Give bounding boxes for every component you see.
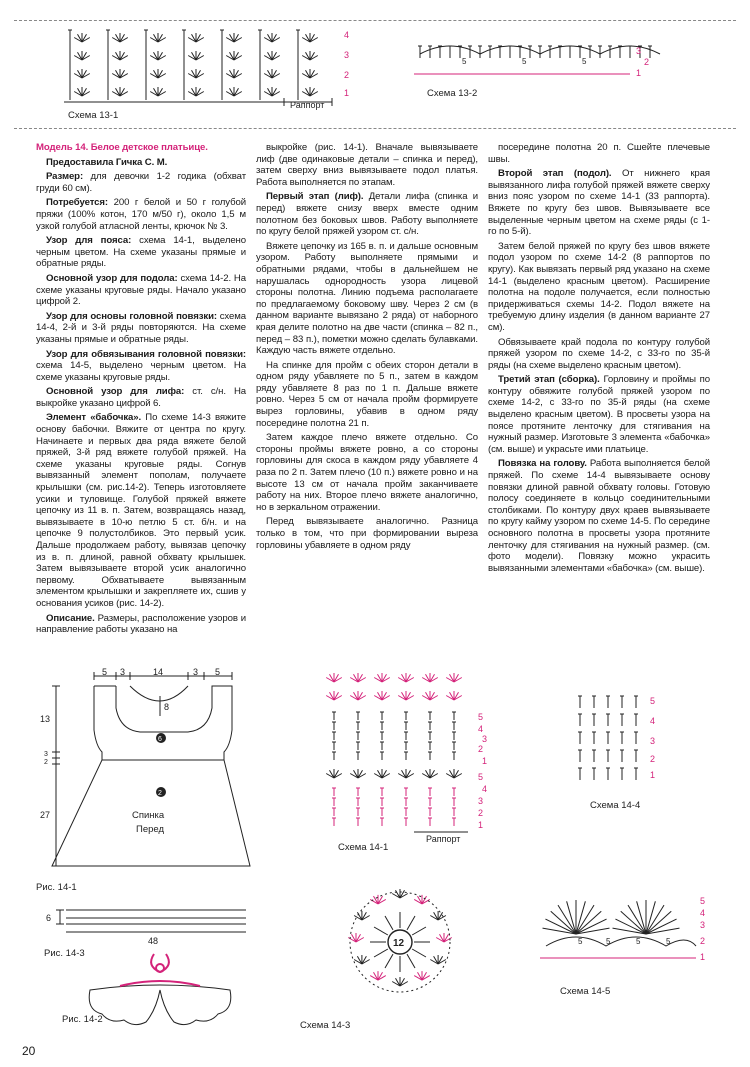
dim-inner: 8 — [164, 702, 170, 712]
scheme-14-1-row-4a: 4 — [478, 724, 484, 734]
paragraph: Узор для основы головной повязки: схема 14-4, 2-й и 3-й ряды повторяются. На схеме указаны прямые и обратные ряды. — [36, 310, 246, 345]
scheme-13-1-diagram — [58, 26, 358, 116]
scheme-14-5-count-1: 5 — [578, 937, 583, 946]
pattern-14-2-caption: Рис. 14-2 — [62, 1014, 103, 1025]
scheme-14-1-row-2a: 2 — [478, 744, 484, 754]
scheme-13-1-caption: Схема 13-1 — [68, 110, 119, 121]
scheme-14-4-row-2: 2 — [650, 754, 656, 764]
scheme-14-4-row-1: 1 — [650, 770, 656, 780]
scheme-13-2-row-2: 2 — [644, 57, 650, 67]
column-3-paragraphs — [488, 142, 710, 574]
dim-side-3: 2 — [44, 759, 48, 766]
dim-top-5: 5 — [215, 667, 221, 677]
scheme-14-1-row-4b: 4 — [482, 784, 488, 794]
scheme-14-4-row-5: 5 — [650, 696, 656, 706]
scheme-13-2-caption: Схема 13-2 — [427, 88, 478, 99]
paragraph: Второй этап (подол). От нижнего края вывязанного лифа голубой пряжей вяжете сверху вниз пояс узором по схеме 14-1 (33 раппорта). Вяжете по кругу без швов. Вывязываете все выделенные черным цветом на схеме ряды (с 1-го по 5-й). — [488, 168, 710, 238]
paragraph: Описание. Размеры, расположение узоров и направление работы указано на — [36, 612, 246, 636]
dim-top-2: 3 — [120, 667, 126, 677]
scheme-13-2-diagram — [410, 34, 670, 84]
paragraph: Основной узор для лифа: ст. с/н. На выкройке указано цифрой 6. — [36, 386, 247, 409]
scheme-14-3-caption: Схема 14-3 — [300, 1020, 351, 1031]
scheme-14-1-row-3a: 3 — [482, 734, 488, 744]
paragraph: выкройке (рис. 14-1). Вначале вывязываете лиф (две одинаковые детали – спинка и перед), затем сверху вниз вывязываете подол платья. Работа выполняется по этапам. — [256, 142, 478, 188]
paragraph: Третий этап (сборка). Горловину и проймы по контуру обвяжите голубой пряжей узором по схеме 14-2, с 33-го по 35-й ряды (на схеме выделено красным цветом). В просветы узора на поясе протяните ленточку для стягивания на нужный размер. Изготовьте 3 элемента «бабочка» (см. выше) и украсьте ими платьице. — [488, 374, 710, 455]
pattern-14-3-diagram — [36, 904, 256, 948]
scheme-14-1-row-3b: 3 — [478, 796, 484, 806]
column-2-paragraphs — [256, 142, 478, 551]
pattern-14-1-caption: Рис. 14-1 — [36, 882, 77, 893]
label-front: Перед — [136, 824, 165, 835]
scheme-13-2-row-1: 1 — [636, 68, 642, 78]
text-column-2 — [256, 142, 478, 554]
scheme-14-1-row-1b: 1 — [478, 820, 484, 830]
paragraph: На спинке для пройм с обеих сторон детали в одном ряду убавляете по 5 п., затем в каждом ряду убавляете 8 раз по 1 п. Дальше вяжете ровно. Через 5 см от начала пройм формируете вырез горловины, убавив в одном ряду посередине полотна 21 п. — [256, 359, 478, 429]
scheme-14-5-count-3: 5 — [636, 937, 641, 946]
scheme-13-2-row-3: 3 — [636, 46, 642, 56]
scheme-14-4-caption: Схема 14-4 — [590, 800, 641, 811]
article-title: Модель 14. Белое детское платьице. — [36, 142, 208, 153]
scheme-14-5-row-3: 3 — [700, 920, 706, 930]
paragraph: Обвязываете край подола по контуру голубой пряжей узором по схеме 14-2, с 33-го по 35-й ряды (на схеме выделено красным цветом). — [488, 336, 710, 371]
scheme-14-1-diagram — [318, 668, 498, 844]
scheme-14-5-row-1: 1 — [700, 952, 706, 962]
scheme-14-5-count-2: 5 — [606, 937, 611, 946]
paragraph: посередине полотна 20 п. Сшейте плечевые швы. — [488, 142, 710, 165]
scheme-14-5-row-4: 4 — [700, 908, 706, 918]
scheme-14-4-diagram — [570, 690, 670, 786]
pattern-14-1-diagram — [36, 668, 256, 883]
scheme-14-1-row-5b: 5 — [478, 772, 484, 782]
scheme-14-5-caption: Схема 14-5 — [560, 986, 611, 997]
section-divider — [14, 128, 736, 129]
paragraph: Повязка на голову. Работа выполняется белой пряжей. По схеме 14-4 вывязываете основу повязки длиной равной обхвату головы. Готовую полосу соединяете в кольцо соединительными столбиками. По контуру двух краев вывязываете по кругу кайму узором по схеме 14-5. По середине основного полотна в просветы узора протяните ленточку для стягивания на нужный размер. (см. фото модели). Повязку можно украсить вывязанными элементами «бабочка» (см. выше). — [488, 458, 711, 574]
pattern-14-2-butterfly — [80, 950, 240, 1030]
pattern-14-3-height: 6 — [46, 913, 52, 923]
scheme-14-1-row-2b: 2 — [478, 808, 484, 818]
scheme-13-1-row-4: 4 — [344, 30, 350, 40]
paragraph: Вяжете цепочку из 165 в. п. и дальше основным узором. Работу выполняете прямыми и обратными рядами, чтобы в дальнейшем не нарушалась однородность узора лицевой стороны полотна. Линию подъема располагаете по предлагаемому боковому шву. Через 2 см (в данном варианте вывязано 2 ряда) от наборного края делите полотно на две части (спинка – 82 п., перед – 83 п.), пометки можно сделать булавками. Каждую часть вяжете отдельно. — [256, 240, 478, 357]
top-border — [14, 20, 736, 21]
scheme-14-5-row-2: 2 — [700, 936, 706, 946]
scheme-13-2-count-2: 5 — [522, 57, 527, 66]
dim-top-3: 14 — [153, 667, 164, 677]
paragraph: Размер: для девочки 1-2 годика (обхват груди 60 см). — [36, 171, 246, 194]
scheme-14-5-row-5: 5 — [700, 896, 706, 906]
scheme-13-1-repeat-label: Раппорт — [290, 100, 325, 110]
scheme-13-2-count-3: 5 — [582, 57, 587, 66]
paragraph: Элемент «бабочка». По схеме 14-3 вяжите основу бабочки. Вяжите от центра по кругу. Начинаете и первых два ряда вяжете белой пряжей, 3-й ряд вяжете голубой пряжей. На схеме указаны круговые ряды. Согнув вывязанный элемент пополам, получаете крылышки (см. рис.14-2). Теперь изготовляете усики и туловище. Голубой пряжей вяжете цепочку из 11 в. п. Затем, возвращаясь назад, вывязываете в 10-ю петлю 5 ст. б/н. и на цепочке 9 полустолбиков. Это первый усик. Дальше продолжаем работу, вывязав цепочку из в. п. длиной, равной обхвату крылышек. Затем вывязываете второй усик аналогично первому. Обхватываете вывязанным элементом крылышки и закрепляете их, сшив у основания усиков (рис. 14-2). — [36, 412, 246, 609]
paragraph: Затем каждое плечо вяжете отдельно. Со стороны проймы вяжете ровно, а со стороны горловины для скоса в каждом ряду убавляете 4 раза по 2 п. Затем плечо (10 п.) вяжете ровно и на высоте 13 см от начала пройм заканчиваете работу на них. Второе плечо вяжете аналогично, но в зеркальном отражении. — [256, 432, 478, 513]
paragraph: Узор для обвязывания головной повязки: схема 14-5, выделено черным цветом. На схеме указаны круговые ряды. — [36, 348, 246, 383]
label-back: Спинка — [132, 810, 165, 821]
paragraph: Потребуется: 200 г белой и 50 г голубой пряжи (100% котон, 170 м/50 г), около 1,5 м узкой голубой атласной ленты, крючок № 3. — [36, 197, 246, 232]
pattern-14-3-width: 48 — [148, 936, 159, 946]
paragraph: Затем белой пряжей по кругу без швов вяжете подол узором по схеме 14-2 (8 раппортов по кругу). Как вывязать первый ряд указано на схеме 14-1 (выделено красным цветом). Расширение полотна на подоле получается, если полностью придерживаться схемы 14-2. Подол вяжете на требуемую длину изделия (в данном варианте 27 см). — [488, 240, 710, 333]
scheme-14-1-row-1a: 1 — [482, 756, 488, 766]
paragraph: Первый этап (лиф). Детали лифа (спинка и перед) вяжете снизу вверх вместе одним полотном без боковых швов. Работу выполняете по кругу белой пряжей узором ст. с/н. — [256, 191, 479, 238]
scheme-14-1-row-5a: 5 — [478, 712, 484, 722]
paragraph: Перед вывязываете аналогично. Разница только в том, что при формировании выреза горловины убавляете в одном ряду — [256, 516, 478, 551]
paragraph: Узор для пояса: схема 14-1, выделено черным цветом. На схеме указаны прямые и обратные ряды. — [36, 235, 246, 270]
text-column-1 — [36, 142, 246, 639]
scheme-14-3-diagram — [330, 862, 470, 1018]
dim-top-4: 3 — [193, 667, 199, 677]
marker-bodice: 6 — [158, 736, 162, 743]
scheme-14-1-repeat-label: Раппорт — [426, 834, 461, 844]
column-1-paragraphs — [36, 171, 246, 636]
text-column-3 — [488, 142, 710, 577]
scheme-13-1-row-3: 3 — [344, 50, 350, 60]
page-number: 20 — [22, 1044, 36, 1058]
scheme-14-4-row-4: 4 — [650, 716, 656, 726]
pattern-14-3-caption: Рис. 14-3 — [44, 948, 85, 959]
dim-side-1: 13 — [40, 714, 51, 724]
article-author: Предоставила Гичка С. М. — [46, 156, 168, 168]
scheme-14-5-diagram — [536, 884, 716, 974]
scheme-14-5-count-4: 5 — [666, 937, 671, 946]
scheme-13-2-count-1: 5 — [462, 57, 467, 66]
dim-top-1: 5 — [102, 667, 108, 677]
marker-skirt: 2 — [158, 790, 162, 797]
scheme-13-1-row-2: 2 — [344, 70, 350, 80]
scheme-14-1-caption: Схема 14-1 — [338, 842, 389, 853]
scheme-14-4-row-3: 3 — [650, 736, 656, 746]
dim-side-4: 27 — [40, 810, 51, 820]
scheme-13-1-row-1: 1 — [344, 88, 350, 98]
paragraph: Основной узор для подола: схема 14-2. На схеме указаны круговые ряды. Начало указано цифрой 2. — [36, 272, 246, 308]
scheme-14-3-center: 12 — [393, 938, 405, 949]
dim-side-2: 3 — [44, 751, 48, 758]
